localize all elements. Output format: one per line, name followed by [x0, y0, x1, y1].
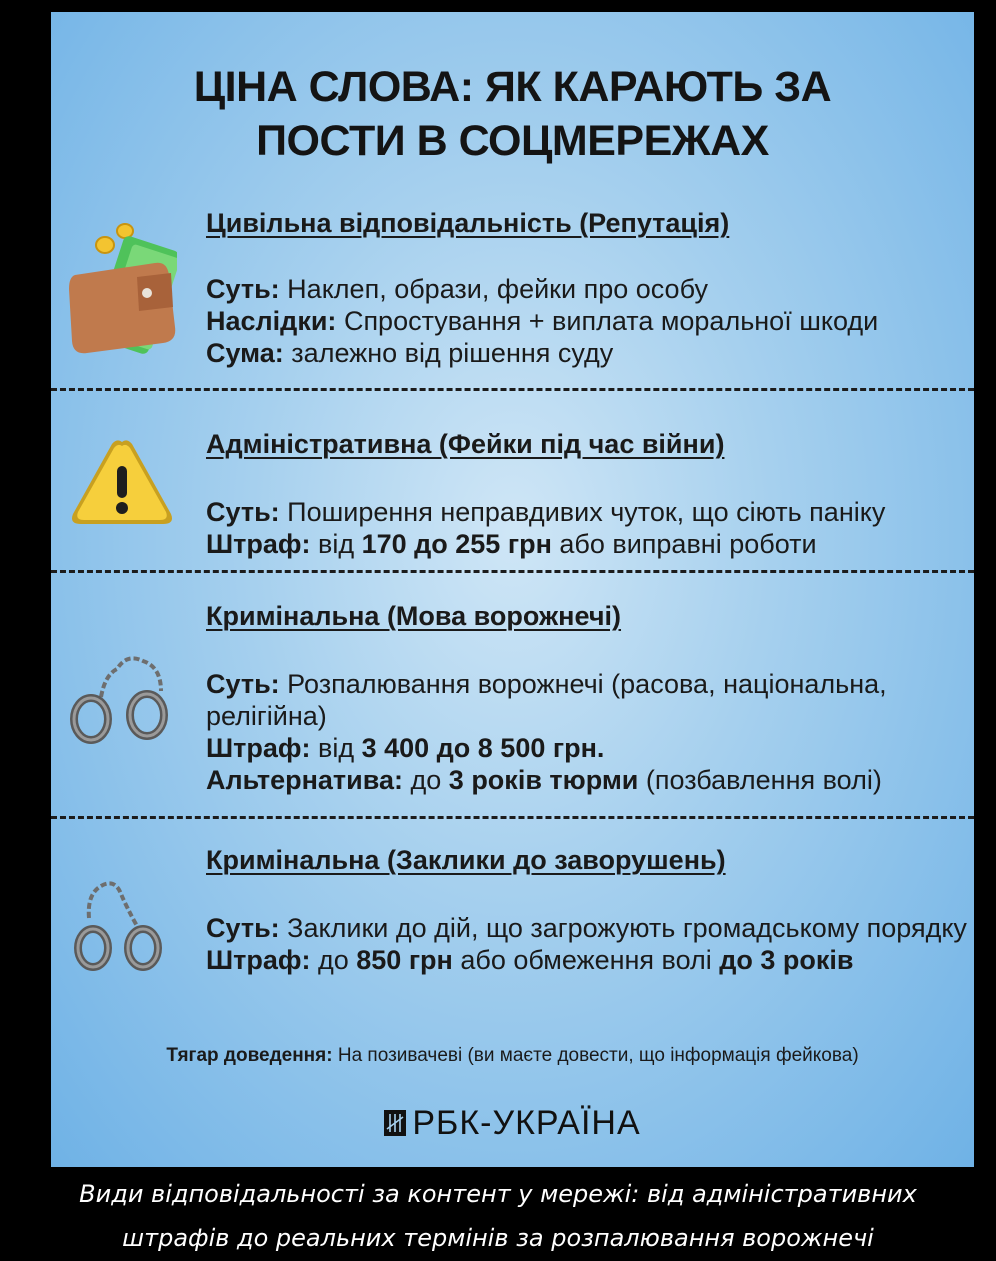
burden-of-proof-note: Тягар доведення: На позивачеві (ви маєте довести, що інформація фейкова)	[166, 1045, 859, 1066]
title-line-1: ЦІНА СЛОВА: ЯК КАРАЮТЬ ЗА	[193, 63, 832, 111]
rbc-logo-mark-icon	[384, 1110, 406, 1136]
civil-essence: Суть: Наклеп, образи, фейки про особу	[206, 274, 708, 304]
rbc-ukraine-logo	[51, 1104, 974, 1143]
criminal-riots-essence: Суть: Заклики до дій, що загрожують громадському порядку	[206, 913, 967, 943]
divider-3	[51, 816, 974, 819]
image-caption	[0, 1172, 996, 1260]
section-criminal-riots	[206, 844, 974, 976]
civil-consequences: Наслідки: Спростування + виплата моральної шкоди	[206, 306, 879, 336]
section-administrative-heading: Адміністративна (Фейки під час війни)	[206, 429, 725, 459]
criminal-hate-fine: Штраф: від 3 400 до 8 500 грн.	[206, 733, 605, 763]
wallet-icon	[67, 215, 177, 360]
administrative-fine: Штраф: від 170 до 255 грн або виправні роботи	[206, 529, 817, 559]
handcuffs-icon	[67, 645, 179, 750]
section-criminal-hate	[206, 600, 974, 796]
section-criminal-riots-heading: Кримінальна (Заклики до заворушень)	[206, 845, 726, 875]
divider-1	[51, 388, 974, 391]
section-administrative	[206, 428, 974, 560]
handcuffs-icon	[71, 874, 167, 977]
caption-line-2: штрафів до реальних термінів за розпалювання ворожнечі	[122, 1224, 874, 1252]
civil-amount: Сума: залежно від рішення суду	[206, 338, 614, 368]
page-title	[51, 60, 974, 168]
caption-line-1: Види відповідальності за контент у мережі: від адміністративних	[79, 1180, 917, 1208]
criminal-hate-essence: Суть: Розпалювання ворожнечі (расова, національна, релігійна)	[206, 669, 887, 731]
section-civil	[206, 207, 974, 369]
warning-icon	[69, 436, 175, 533]
title-line-2: ПОСТИ В СОЦМЕРЕЖАХ	[256, 117, 769, 165]
infographic-card	[51, 12, 974, 1167]
administrative-essence: Суть: Поширення неправдивих чуток, що сіють паніку	[206, 497, 886, 527]
criminal-hate-alternative: Альтернатива: до 3 років тюрми (позбавлення волі)	[206, 765, 882, 795]
divider-2	[51, 570, 974, 573]
criminal-riots-fine: Штраф: до 850 грн або обмеження волі до 3 років	[206, 945, 854, 975]
section-civil-heading: Цивільна відповідальність (Репутація)	[206, 208, 730, 238]
section-criminal-hate-heading: Кримінальна (Мова ворожнечі)	[206, 601, 622, 631]
logo-text: РБК-УКРАЇНА	[412, 1104, 641, 1142]
